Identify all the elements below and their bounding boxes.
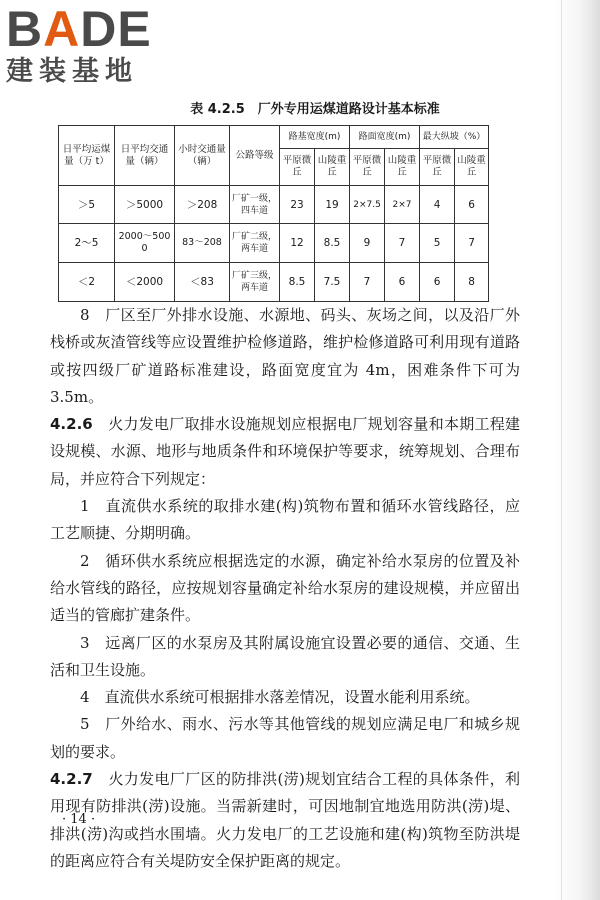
cell-grade: 厂矿三级，两车道 bbox=[230, 263, 280, 302]
cell-slope-plain: 5 bbox=[420, 224, 455, 263]
item-4-2-6-2: 2 循环供水系统应根据选定的水源，确定补给水泵房的位置及补给水管线的路径，应按规划容量确定补给水泵房的建设规模，并应留出适当的管廊扩建条件。 bbox=[50, 551, 520, 625]
bade-logo bbox=[6, 1, 176, 94]
subheader-pavement-mountain: 山陵重丘 bbox=[385, 149, 420, 186]
cell-coal: ＞5 bbox=[59, 186, 115, 224]
table-title: 表 4.2.5 厂外专用运煤道路设计基本标准 bbox=[190, 102, 440, 117]
header-subgrade-width: 路基宽度(m) bbox=[280, 126, 350, 149]
road-standard-table bbox=[58, 125, 489, 302]
cell-daily: ＜2000 bbox=[115, 263, 175, 302]
cell-subgrade-mountain: 8.5 bbox=[315, 224, 350, 263]
header-max-slope: 最大纵坡（%） bbox=[420, 126, 489, 149]
item-4-2-6-4: 4 直流供水系统可根据排水落差情况，设置水能利用系统。 bbox=[80, 688, 480, 707]
cell-hourly: 83～208 bbox=[175, 224, 230, 263]
table-row bbox=[59, 186, 489, 224]
item-8: 8 厂区至厂外排水设施、水源地、码头、灰场之间，以及沿厂外栈桥或灰渣管线等应设置维护检修道路，维护检修道路可利用现有道路或按四级厂矿道路标准建设，路面宽度宜为 4m，困难条件下可为 3.5m。 bbox=[50, 306, 520, 406]
section-number: 4.2.7 bbox=[50, 770, 93, 789]
cell-daily: 2000～5000 bbox=[115, 224, 175, 263]
subheader-slope-plain: 平原微丘 bbox=[420, 149, 455, 186]
table-row bbox=[59, 224, 489, 263]
cell-daily: ＞5000 bbox=[115, 186, 175, 224]
body-text bbox=[50, 302, 520, 875]
item-4-2-6-1: 1 直流供水系统的取排水建(构)筑物布置和循环水管线路径，应工艺顺捷、分期明确。 bbox=[50, 497, 520, 543]
cell-coal: 2～5 bbox=[59, 224, 115, 263]
header-daily-traffic: 日平均交通量（辆） bbox=[115, 126, 175, 186]
cell-coal: ＜2 bbox=[59, 263, 115, 302]
cell-subgrade-plain: 12 bbox=[280, 224, 315, 263]
cell-grade: 厂矿一级，四车道 bbox=[230, 186, 280, 224]
section-4-2-6 bbox=[50, 411, 520, 493]
logo-letters-de: DE bbox=[80, 1, 152, 57]
subheader-subgrade-mountain: 山陵重丘 bbox=[315, 149, 350, 186]
cell-hourly: ＜83 bbox=[175, 263, 230, 302]
cell-slope-mountain: 7 bbox=[455, 224, 489, 263]
section-number: 4.2.6 bbox=[50, 415, 93, 434]
header-hourly-traffic: 小时交通量（辆） bbox=[175, 126, 230, 186]
logo-letter-b: B bbox=[6, 1, 44, 57]
cell-subgrade-mountain: 7.5 bbox=[315, 263, 350, 302]
section-4-2-7 bbox=[50, 766, 520, 875]
cell-slope-mountain: 6 bbox=[455, 186, 489, 224]
logo-wordmark bbox=[6, 1, 176, 57]
cell-subgrade-plain: 23 bbox=[280, 186, 315, 224]
table-row bbox=[59, 263, 489, 302]
logo-subtitle: 建装基地 bbox=[6, 56, 138, 87]
cell-pavement-mountain: 2×7 bbox=[385, 186, 420, 224]
cell-pavement-plain: 9 bbox=[350, 224, 385, 263]
page-number: · 14 · bbox=[62, 812, 96, 827]
header-road-grade: 公路等级 bbox=[230, 126, 280, 186]
cell-slope-mountain: 8 bbox=[455, 263, 489, 302]
page-edge-shadow bbox=[552, 0, 600, 900]
cell-hourly: ＞208 bbox=[175, 186, 230, 224]
cell-subgrade-mountain: 19 bbox=[315, 186, 350, 224]
cell-slope-plain: 6 bbox=[420, 263, 455, 302]
cell-pavement-plain: 7 bbox=[350, 263, 385, 302]
cell-pavement-mountain: 6 bbox=[385, 263, 420, 302]
item-4-2-6-5: 5 厂外给水、雨水、污水等其他管线的规划应满足电厂和城乡规划的要求。 bbox=[50, 715, 520, 761]
cell-slope-plain: 4 bbox=[420, 186, 455, 224]
subheader-subgrade-plain: 平原微丘 bbox=[280, 149, 315, 186]
page-edge-line bbox=[561, 0, 562, 900]
cell-subgrade-plain: 8.5 bbox=[280, 263, 315, 302]
subheader-slope-mountain: 山陵重丘 bbox=[455, 149, 489, 186]
section-text: 火力发电厂厂区的防排洪(涝)规划宜结合工程的具体条件，利用现有防排洪(涝)设施。当需新建时，可因地制宜地选用防洪(涝)堤、排洪(涝)沟或挡水围墙。火力发电厂的工艺设施和建(构)筑物至防洪堤的距离应符合有关堤防安全保护距离的规定。 bbox=[50, 770, 520, 870]
cell-grade: 厂矿二级，两车道 bbox=[230, 224, 280, 263]
header-pavement-width: 路面宽度(m) bbox=[350, 126, 420, 149]
logo-letter-a: A bbox=[43, 1, 81, 57]
cell-pavement-mountain: 7 bbox=[385, 224, 420, 263]
cell-pavement-plain: 2×7.5 bbox=[350, 186, 385, 224]
item-4-2-6-3: 3 远离厂区的水泵房及其附属设施宜设置必要的通信、交通、生活和卫生设施。 bbox=[50, 633, 520, 679]
section-text: 火力发电厂取排水设施规划应根据电厂规划容量和本期工程建设规模、水源、地形与地质条件和环境保护等要求，统筹规划、合理布局，并应符合下列规定： bbox=[50, 415, 520, 488]
subheader-pavement-plain: 平原微丘 bbox=[350, 149, 385, 186]
header-daily-coal: 日平均运煤量（万 t） bbox=[59, 126, 115, 186]
